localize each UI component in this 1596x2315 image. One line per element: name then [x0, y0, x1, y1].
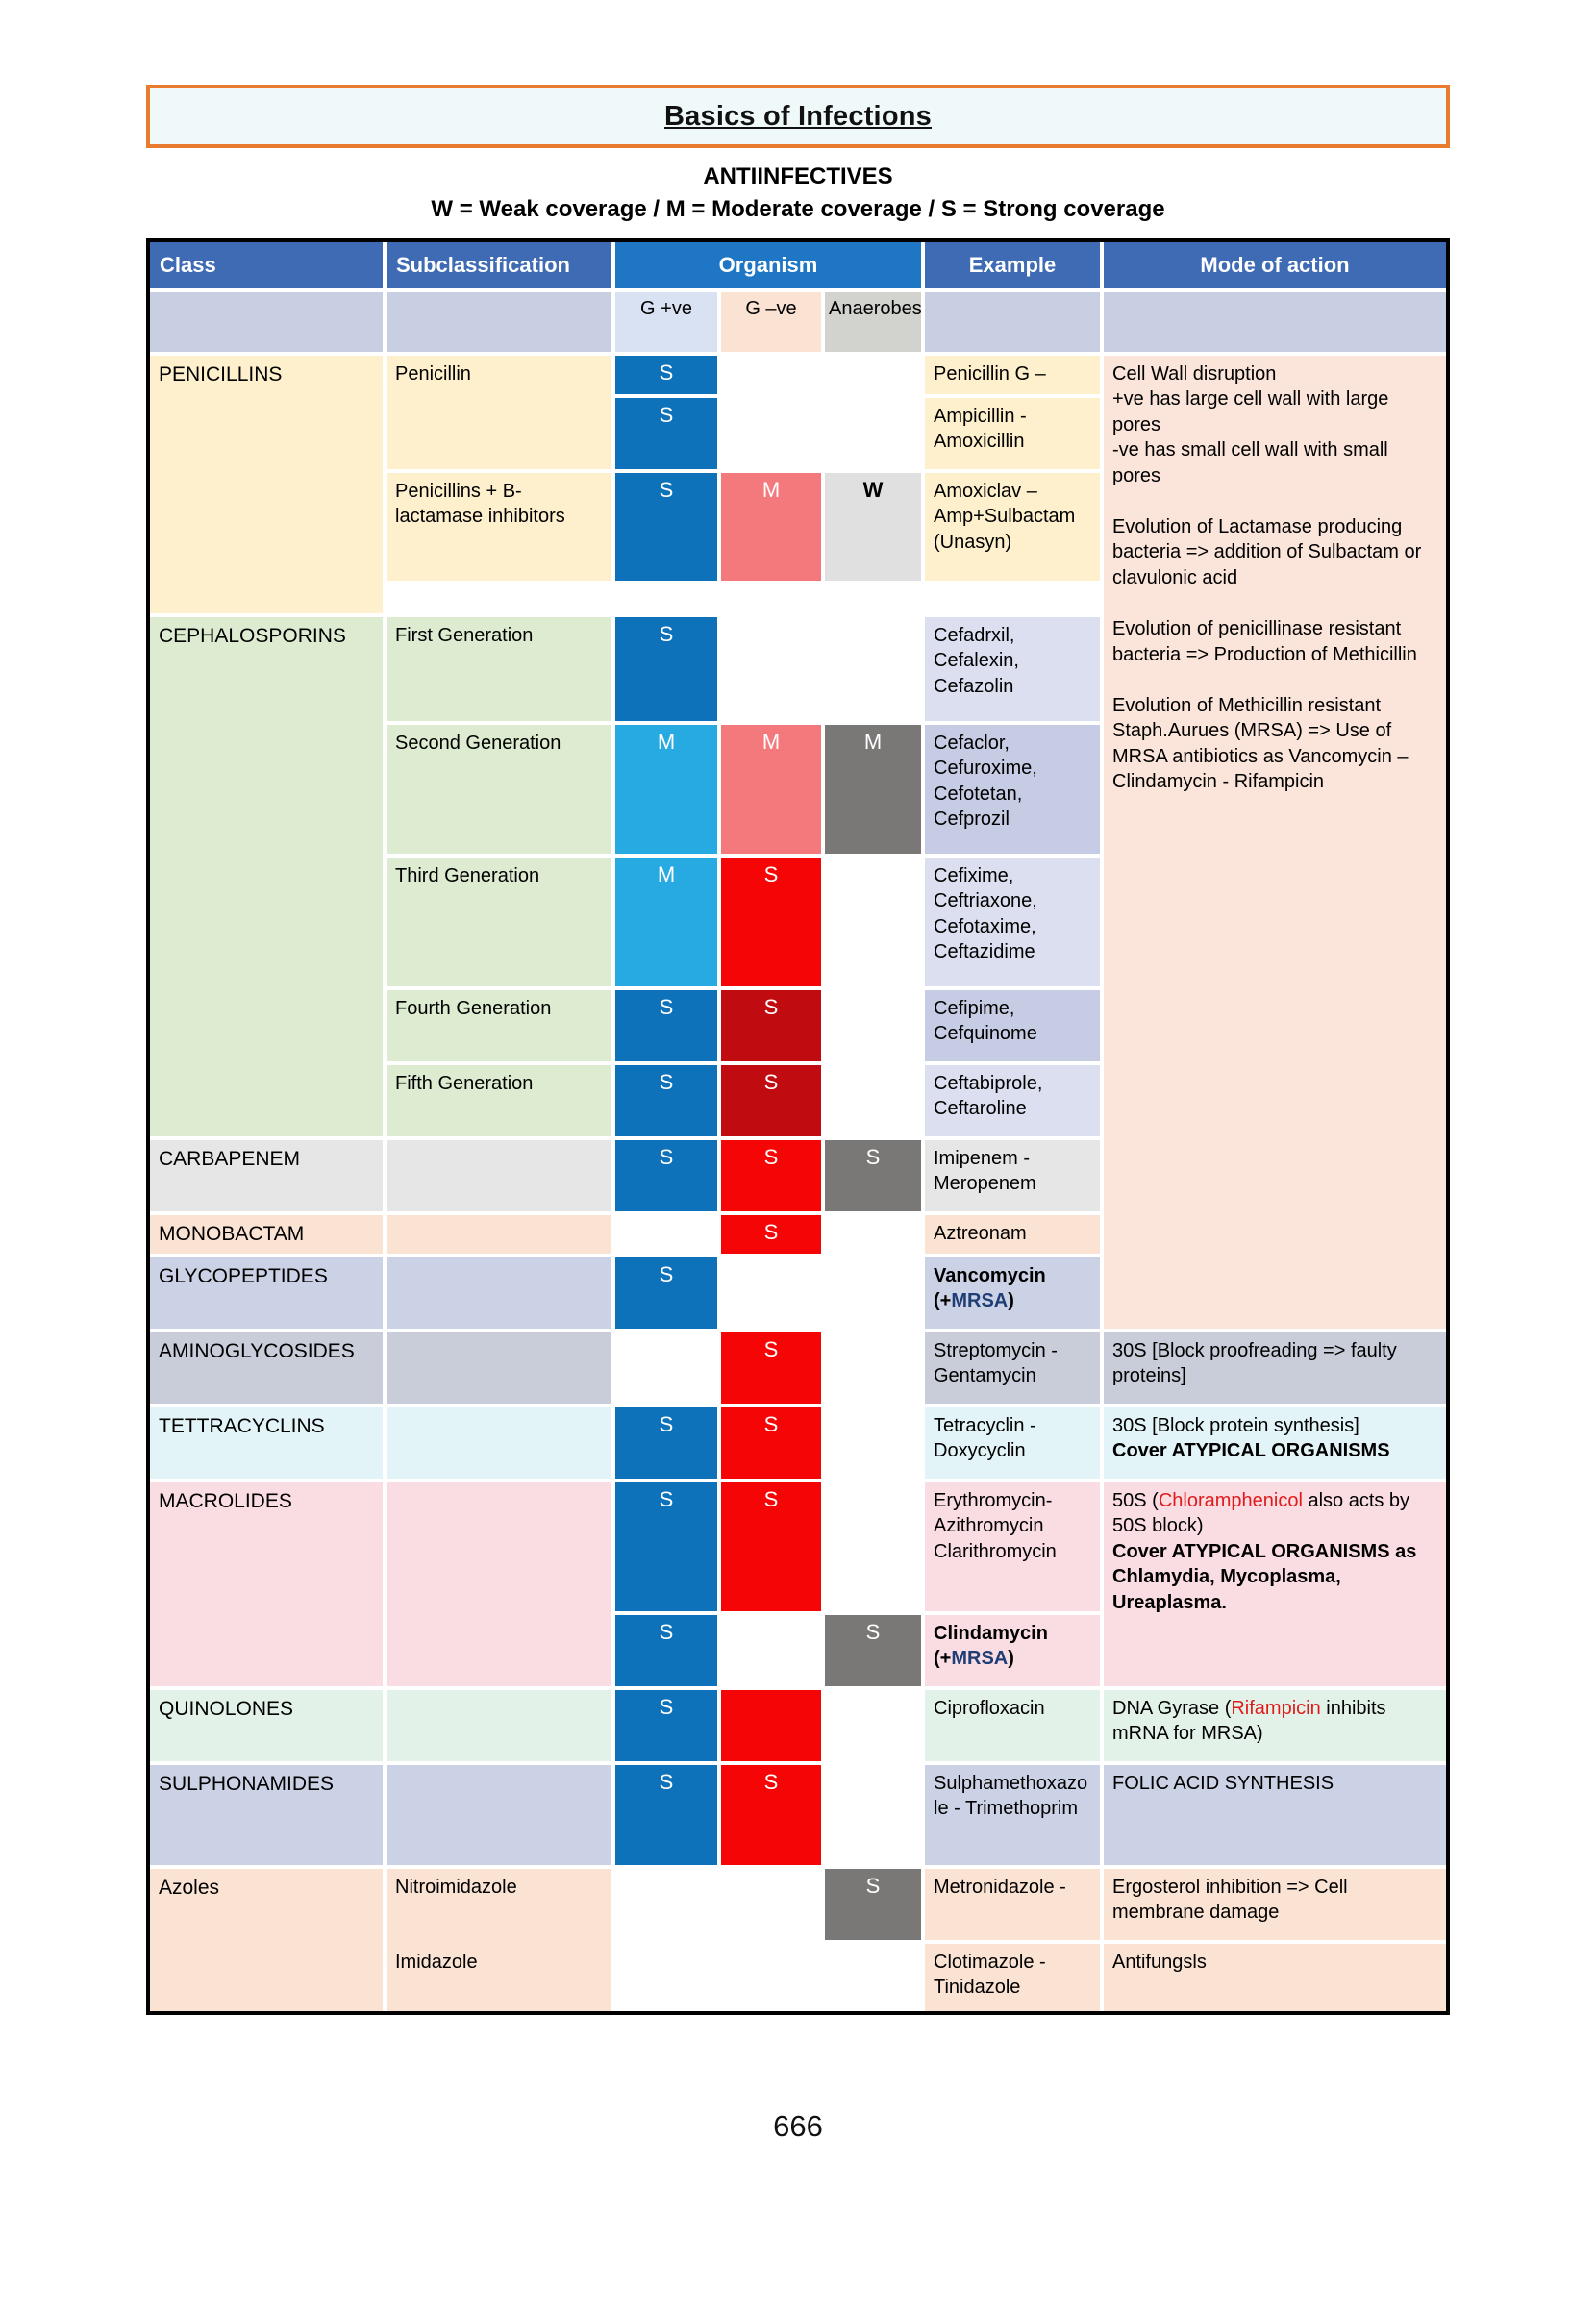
coverage-ceph3-gram-positive: M	[615, 858, 717, 986]
mode-text-part: 30S [Block protein synthesis]	[1112, 1415, 1359, 1436]
coverage-monobactam-gram-negative: S	[721, 1215, 821, 1254]
subclass-cell-first-generation: First Generation	[387, 617, 611, 721]
subclass-cell-penicillins-b-lactamase: Penicillins + B-lactamase inhibitors	[387, 473, 611, 581]
mode-text-part: also acts by 50S block)	[1112, 1490, 1410, 1537]
coverage-azoles1-anaerobes: S	[825, 1869, 921, 1940]
mode-paragraph: +ve has large cell wall with large pores	[1112, 388, 1389, 436]
class-cell-glycopeptides: GLYCOPEPTIDES	[150, 1257, 383, 1329]
example-cell-ciprofloxacin: Ciprofloxacin	[925, 1690, 1100, 1761]
mode-cell-quinolones	[1104, 1690, 1446, 1761]
mode-cell-cell-wall	[1104, 356, 1446, 1329]
column-header-gram-negative: G –ve	[721, 292, 821, 352]
coverage-carbapenem-gram-negative: S	[721, 1140, 821, 1211]
example-cell-clindamycin	[925, 1615, 1100, 1686]
class-cell-sulphonamides: SULPHONAMIDES	[150, 1765, 383, 1865]
coverage-ceph2-gram-positive: M	[615, 725, 717, 854]
class-cell-quinolones: QUINOLONES	[150, 1690, 383, 1761]
subheader-spacer-example	[925, 292, 1100, 352]
coverage-pen2-gram-positive: S	[615, 398, 717, 469]
subclass-cell-fifth-generation: Fifth Generation	[387, 1065, 611, 1136]
subheader-spacer-subclass	[387, 292, 611, 352]
coverage-tettracyclins-gram-positive: S	[615, 1407, 717, 1479]
coverage-macrolides1-gram-negative: S	[721, 1482, 821, 1611]
chloramphenicol-highlight: Chloramphenicol	[1158, 1490, 1303, 1511]
mode-text-bold: Cover ATYPICAL ORGANISMS as Chlamydia, Mycoplasma, Ureaplasma.	[1112, 1540, 1417, 1613]
subclass-cell-monobactam-empty	[387, 1215, 611, 1254]
example-cell-third-generation: Cefixime, Ceftriaxone, Cefotaxime, Ceftazidime	[925, 858, 1100, 986]
column-header-organism: Organism	[615, 242, 921, 288]
class-cell-monobactam: MONOBACTAM	[150, 1215, 383, 1254]
coverage-pen3-gram-positive: S	[615, 473, 717, 581]
example-cell-metronidazole: Metronidazole -	[925, 1869, 1100, 1940]
mode-paragraph: Evolution of Lactamase producing bacteria => addition of Sulbactam or clavulonic acid	[1112, 515, 1422, 588]
antiinfectives-table	[146, 238, 1450, 2015]
subclass-nitroimidazole: Nitroimidazole	[395, 1877, 517, 1898]
class-cell-aminoglycosides: AMINOGLYCOSIDES	[150, 1332, 383, 1404]
mode-paragraph: Cell Wall disruption	[1112, 363, 1277, 385]
page-content	[146, 85, 1450, 2144]
subclass-cell-fourth-generation: Fourth Generation	[387, 990, 611, 1061]
example-cell-amoxiclav: Amoxiclav – Amp+Sulbactam (Unasyn)	[925, 473, 1100, 581]
column-header-example: Example	[925, 242, 1100, 288]
coverage-ceph1-gram-positive: S	[615, 617, 717, 721]
subclass-cell-quinolones-empty	[387, 1690, 611, 1761]
subheader-spacer-mode	[1104, 292, 1446, 352]
column-header-class: Class	[150, 242, 383, 288]
heading-antiinfectives: ANTIINFECTIVES	[703, 163, 893, 189]
example-cell-clotimazole: Clotimazole - Tinidazole	[925, 1944, 1100, 2011]
coverage-quinolones-gram-negative	[721, 1690, 821, 1761]
example-text-part: Vancomycin (+	[934, 1265, 1046, 1312]
heading-legend: W = Weak coverage / M = Moderate coverage / S = Strong coverage	[431, 196, 1165, 222]
column-header-anaerobes: Anaerobes	[825, 292, 921, 352]
class-cell-carbapenem: CARBAPENEM	[150, 1140, 383, 1211]
example-cell-carbapenem: Imipenem - Meropenem	[925, 1140, 1100, 1211]
subclass-cell-macrolides-empty	[387, 1482, 611, 1686]
example-cell-fifth-generation: Ceftabiprole, Ceftaroline	[925, 1065, 1100, 1136]
coverage-aminoglycosides-gram-negative: S	[721, 1332, 821, 1404]
example-cell-tettracyclins: Tetracyclin - Doxycyclin	[925, 1407, 1100, 1479]
subclass-cell-azoles	[387, 1869, 611, 2011]
class-cell-azoles: Azoles	[150, 1869, 383, 2011]
example-cell-ampicillin: Ampicillin - Amoxicillin	[925, 398, 1100, 469]
class-cell-penicillins: PENICILLINS	[150, 356, 383, 613]
mode-paragraph: Evolution of penicillinase resistant bacteria => Production of Methicillin	[1112, 618, 1417, 665]
coverage-quinolones-gram-positive: S	[615, 1690, 717, 1761]
subclass-cell-tettracyclins-empty	[387, 1407, 611, 1479]
subheader-spacer-class	[150, 292, 383, 352]
mode-cell-aminoglycosides: 30S [Block proofreading => faulty proteins]	[1104, 1332, 1446, 1404]
coverage-macrolides2-gram-positive: S	[615, 1615, 717, 1686]
example-cell-sulphamethoxazole: Sulphamethoxazole - Trimethoprim	[925, 1765, 1100, 1865]
rifampicin-highlight: Rifampicin	[1231, 1698, 1321, 1719]
mrsa-label: MRSA	[951, 1648, 1009, 1670]
example-cell-first-generation: Cefadrxil, Cefalexin, Cefazolin	[925, 617, 1100, 721]
example-text-part: )	[1008, 1290, 1014, 1312]
coverage-sulphonamides-gram-negative: S	[721, 1765, 821, 1865]
coverage-glycopeptides-gram-positive: S	[615, 1257, 717, 1329]
mode-cell-azoles2: Antifungsls	[1104, 1944, 1446, 2011]
example-cell-vancomycin	[925, 1257, 1100, 1329]
mrsa-label: MRSA	[951, 1290, 1009, 1312]
example-text-part: )	[1008, 1648, 1014, 1670]
coverage-sulphonamides-gram-positive: S	[615, 1765, 717, 1865]
page-title: Basics of Infections	[664, 100, 932, 132]
class-cell-tettracyclins: TETTRACYCLINS	[150, 1407, 383, 1479]
coverage-pen3-gram-negative: M	[721, 473, 821, 581]
mode-text-part: inhibits mRNA for MRSA)	[1112, 1698, 1386, 1745]
example-cell-penicillin-g: Penicillin G –	[925, 356, 1100, 394]
example-cell-aminoglycosides: Streptomycin - Gentamycin	[925, 1332, 1100, 1404]
example-text-part: Clindamycin (+	[934, 1623, 1048, 1670]
coverage-macrolides1-gram-positive: S	[615, 1482, 717, 1611]
coverage-ceph2-anaerobes: M	[825, 725, 921, 854]
mode-paragraph: Evolution of Methicillin resistant Staph.Aurues (MRSA) => Use of MRSA antibiotics as Vancomycin – Clindamycin - Rifampicin	[1112, 694, 1409, 793]
page-number: 666	[773, 2109, 823, 2143]
coverage-tettracyclins-gram-negative: S	[721, 1407, 821, 1479]
example-cell-fourth-generation: Cefipime, Cefquinome	[925, 990, 1100, 1061]
mode-text-part: DNA Gyrase (	[1112, 1698, 1232, 1719]
mode-text-bold: Cover ATYPICAL ORGANISMS	[1112, 1440, 1390, 1462]
coverage-pen3-anaerobes: W	[825, 473, 921, 581]
coverage-ceph4-gram-negative: S	[721, 990, 821, 1061]
column-header-subclassification: Subclassification	[387, 242, 611, 288]
coverage-ceph3-gram-negative: S	[721, 858, 821, 986]
coverage-ceph5-gram-negative: S	[721, 1065, 821, 1136]
example-cell-erythromycin: Erythromycin- Azithromycin Clarithromycin	[925, 1482, 1100, 1611]
mode-paragraph: -ve has small cell wall with small pores	[1112, 439, 1388, 486]
subclass-cell-third-generation: Third Generation	[387, 858, 611, 986]
mode-cell-azoles1: Ergosterol inhibition => Cell membrane damage	[1104, 1869, 1446, 1940]
subclass-cell-penicillin: Penicillin	[387, 356, 611, 469]
mode-cell-sulphonamides: FOLIC ACID SYNTHESIS	[1104, 1765, 1446, 1865]
mode-cell-macrolides	[1104, 1482, 1446, 1686]
column-header-mode-of-action: Mode of action	[1104, 242, 1446, 288]
mode-text-part	[1112, 1488, 1437, 1539]
coverage-carbapenem-gram-positive: S	[615, 1140, 717, 1211]
coverage-pen1-gram-positive: S	[615, 356, 717, 394]
subclass-imidazole: Imidazole	[395, 1952, 478, 1974]
coverage-macrolides2-anaerobes: S	[825, 1615, 921, 1686]
column-header-gram-positive: G +ve	[615, 292, 717, 352]
class-cell-macrolides: MACROLIDES	[150, 1482, 383, 1686]
subclass-cell-glycopeptides-empty	[387, 1257, 611, 1329]
class-cell-cephalosporins: CEPHALOSPORINS	[150, 617, 383, 1136]
subclass-cell-aminoglycosides-empty	[387, 1332, 611, 1404]
mode-cell-tettracyclins	[1104, 1407, 1446, 1479]
coverage-ceph5-gram-positive: S	[615, 1065, 717, 1136]
coverage-ceph2-gram-negative: M	[721, 725, 821, 854]
title-box	[146, 85, 1450, 148]
example-cell-monobactam: Aztreonam	[925, 1215, 1100, 1254]
subclass-cell-sulphonamides-empty	[387, 1765, 611, 1865]
example-cell-second-generation: Cefaclor, Cefuroxime, Cefotetan, Cefprozil	[925, 725, 1100, 854]
subclass-cell-second-generation: Second Generation	[387, 725, 611, 854]
coverage-carbapenem-anaerobes: S	[825, 1140, 921, 1211]
coverage-ceph4-gram-positive: S	[615, 990, 717, 1061]
subclass-cell-carbapenem-empty	[387, 1140, 611, 1211]
mode-text-part: 50S (	[1112, 1490, 1159, 1511]
